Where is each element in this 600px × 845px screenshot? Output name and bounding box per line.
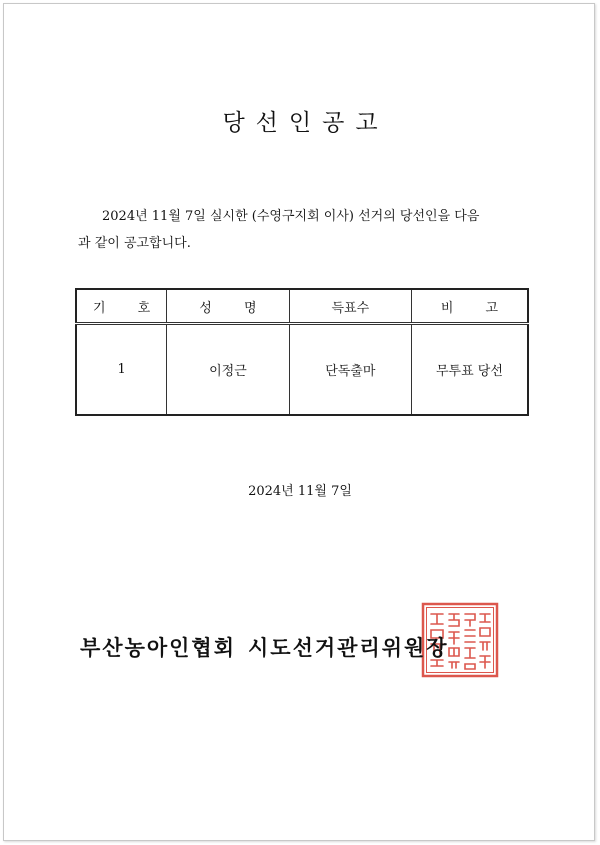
header-number: 기 호 xyxy=(76,289,167,324)
header-votes: 득표수 xyxy=(289,289,411,324)
header-name: 성 명 xyxy=(167,289,289,324)
announcement-date: 2024년 11월 7일 xyxy=(248,484,352,499)
table-row xyxy=(76,324,528,416)
issuer-signature xyxy=(80,632,449,662)
issuer-organization: 부산농아인협회 xyxy=(80,636,237,660)
header-remarks: 비 고 xyxy=(411,289,528,324)
cell-name: 이정근 xyxy=(167,324,289,416)
cell-votes: 단독출마 xyxy=(289,324,411,416)
issuer-title: 시도선거관리위원장 xyxy=(248,636,449,660)
cell-number: 1 xyxy=(76,324,167,416)
table-header-row xyxy=(76,289,528,324)
announcement-line-1: 2024년 11월 7일 실시한 (수영구지회 이사) 선거의 당선인을 다음 xyxy=(102,209,480,224)
document-title: 당선인공고 xyxy=(222,110,389,136)
results-table xyxy=(75,288,529,416)
announcement-line-2: 과 같이 공고합니다. xyxy=(78,236,191,251)
announcement-body xyxy=(78,203,538,257)
cell-remarks: 무투표 당선 xyxy=(411,324,528,416)
